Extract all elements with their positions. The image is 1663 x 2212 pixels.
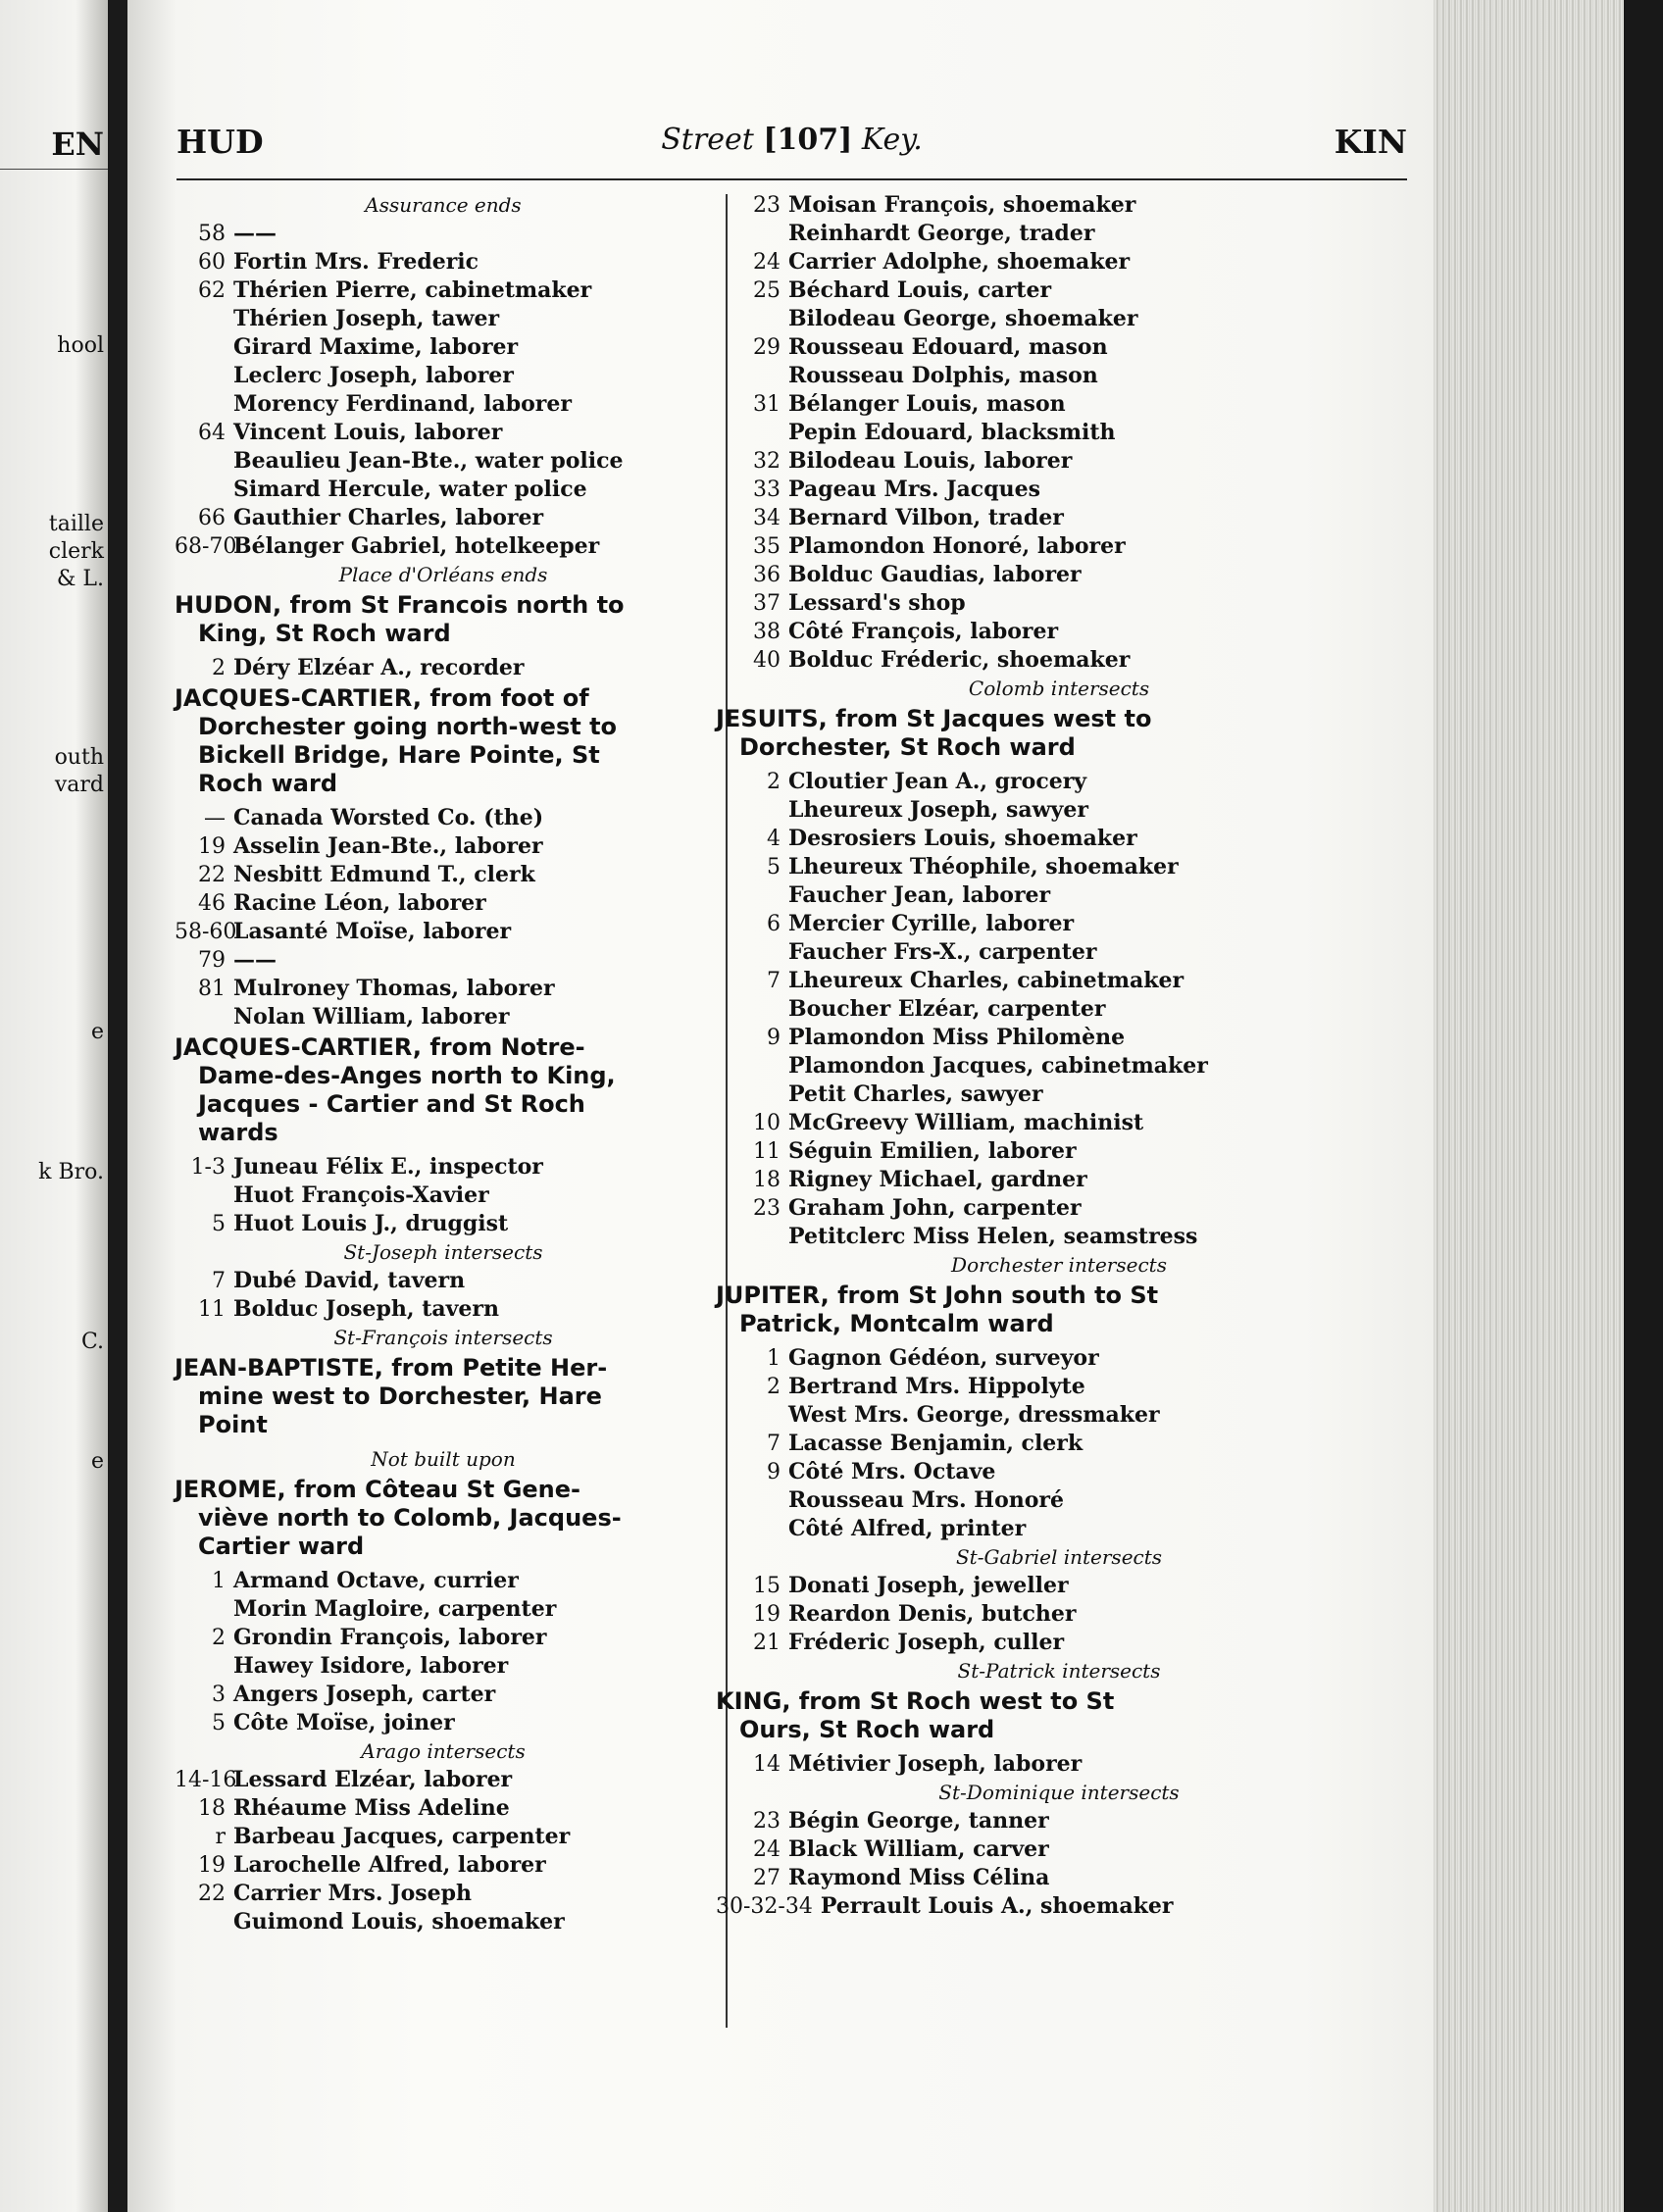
- house-number: 23: [753, 193, 781, 218]
- house-number: 35: [753, 534, 781, 559]
- resident-name: Donati Joseph, jeweller: [788, 1573, 1069, 1598]
- directory-entry-continued: Petit Charles, sawyer: [788, 1081, 1043, 1107]
- house-number: 19: [198, 834, 226, 859]
- directory-entry: [175, 1823, 712, 1851]
- left-column: [175, 191, 712, 1936]
- directory-entry: [716, 1835, 1402, 1864]
- directory-entry: [175, 1794, 712, 1823]
- directory-entry: [716, 1750, 1402, 1779]
- resident-name: Nesbitt Edmund T., clerk: [233, 862, 535, 887]
- resident-name: ——: [233, 221, 277, 246]
- directory-entry: [175, 248, 712, 276]
- resident-name: ——: [233, 947, 277, 973]
- street-heading-line: JEAN-BAPTISTE, from Petite Her-: [175, 1354, 608, 1382]
- directory-entry: [716, 1458, 1402, 1486]
- house-number: 1: [767, 1346, 781, 1371]
- directory-entry: [716, 276, 1402, 305]
- resident-name: Vincent Louis, laborer: [233, 420, 503, 445]
- directory-entry: [175, 975, 712, 1003]
- street-heading: [716, 1282, 1402, 1338]
- resident-name: Angers Joseph, carter: [233, 1682, 496, 1707]
- house-number: 32: [753, 449, 781, 474]
- directory-entry: [175, 1766, 712, 1794]
- resident-name: Barbeau Jacques, carpenter: [233, 1824, 571, 1849]
- house-number: 15: [753, 1574, 781, 1598]
- resident-name: Lessard's shop: [788, 590, 966, 616]
- directory-entry: [716, 1137, 1402, 1166]
- street-heading-line: Dorchester, St Roch ward: [739, 733, 1076, 761]
- resident-name: McGreevy William, machinist: [788, 1110, 1144, 1135]
- resident-name: Pageau Mrs. Jacques: [788, 477, 1040, 502]
- resident-name: Desrosiers Louis, shoemaker: [788, 826, 1137, 851]
- directory-entry: [175, 276, 712, 305]
- directory-entry: [716, 532, 1402, 561]
- directory-entry: [716, 561, 1402, 589]
- page-edges: [1434, 0, 1663, 2212]
- house-number: 5: [212, 1711, 226, 1735]
- street-heading-line: Dorchester going north-west to: [198, 713, 618, 740]
- street-heading: [716, 705, 1402, 762]
- house-number: 2: [767, 770, 781, 794]
- directory-entry-continued: Rousseau Dolphis, mason: [788, 363, 1098, 388]
- resident-name: Bilodeau Louis, laborer: [788, 448, 1073, 474]
- house-number: 23: [753, 1196, 781, 1221]
- resident-name: Lheureux Théophile, shoemaker: [788, 854, 1179, 880]
- previous-page-edge: [0, 0, 108, 2212]
- directory-entry: [716, 589, 1402, 618]
- resident-name: Grondin François, laborer: [233, 1625, 547, 1650]
- intersection-note: St-Patrick intersects: [957, 1659, 1161, 1683]
- directory-entry: [175, 504, 712, 532]
- house-number: 21: [753, 1631, 781, 1655]
- street-heading-line: Patrick, Montcalm ward: [739, 1310, 1054, 1337]
- prev-running-head: EN: [51, 126, 104, 163]
- house-number: 40: [753, 648, 781, 673]
- resident-name: Séguin Emilien, laborer: [788, 1138, 1077, 1164]
- directory-entry: [716, 1194, 1402, 1223]
- prev-fragment: e: [90, 1020, 104, 1044]
- directory-entry: [716, 476, 1402, 504]
- house-number: 14: [753, 1752, 781, 1777]
- directory-entry-continued: Thérien Joseph, tawer: [233, 306, 500, 331]
- directory-entry: [716, 853, 1402, 881]
- house-number: 7: [212, 1269, 226, 1293]
- intersection-note: St-Dominique intersects: [938, 1781, 1180, 1804]
- directory-entry: [175, 419, 712, 447]
- house-number: 68-70: [175, 534, 237, 559]
- resident-name: Bolduc Joseph, tavern: [233, 1296, 500, 1322]
- directory-entry: [716, 447, 1402, 476]
- page-number: [107]: [763, 123, 853, 157]
- directory-entry: [175, 946, 712, 975]
- intersection-note: Colomb intersects: [968, 677, 1150, 700]
- street-heading-line: JACQUES-CARTIER, from Notre-: [175, 1033, 585, 1061]
- intersection-note: Not built upon: [371, 1447, 516, 1471]
- directory-entry: [716, 191, 1402, 220]
- resident-name: Carrier Adolphe, shoemaker: [788, 249, 1131, 275]
- prev-fragment: & L.: [56, 567, 104, 591]
- resident-name: Reardon Denis, butcher: [788, 1601, 1077, 1627]
- house-number: 30-32-34: [716, 1894, 813, 1919]
- street-heading-line: Point: [198, 1411, 268, 1438]
- directory-entry-continued: Reinhardt George, trader: [788, 221, 1095, 246]
- house-number: 2: [212, 1626, 226, 1650]
- street-heading-line: JUPITER, from St John south to St: [716, 1282, 1159, 1309]
- street-heading: [175, 1033, 712, 1147]
- street-heading: [175, 591, 712, 648]
- resident-name: Bolduc Fréderic, shoemaker: [788, 647, 1131, 673]
- house-number: 81: [198, 977, 226, 1001]
- intersection-note: St-Joseph intersects: [343, 1240, 543, 1264]
- resident-name: Mulroney Thomas, laborer: [233, 976, 555, 1001]
- house-number: 29: [753, 335, 781, 360]
- resident-name: Gagnon Gédéon, surveyor: [788, 1345, 1099, 1371]
- directory-entry: [716, 1572, 1402, 1600]
- street-heading: [716, 1687, 1402, 1744]
- house-number: 5: [212, 1212, 226, 1236]
- house-number: 58-60: [175, 920, 237, 944]
- directory-entry: [716, 1166, 1402, 1194]
- resident-name: Plamondon Honoré, laborer: [788, 533, 1126, 559]
- page-header: [176, 123, 1407, 181]
- resident-name: Thérien Pierre, cabinetmaker: [233, 277, 592, 303]
- resident-name: Lheureux Charles, cabinetmaker: [788, 968, 1184, 993]
- header-key-word: Key.: [852, 123, 923, 157]
- house-number: 7: [767, 1432, 781, 1456]
- directory-entry: [175, 1681, 712, 1709]
- house-number: 10: [753, 1111, 781, 1135]
- house-number: 66: [198, 506, 226, 530]
- resident-name: Rigney Michael, gardner: [788, 1167, 1087, 1192]
- directory-entry-continued: Morin Magloire, carpenter: [233, 1596, 557, 1622]
- resident-name: Moisan François, shoemaker: [788, 192, 1136, 218]
- house-number: 23: [753, 1809, 781, 1834]
- resident-name: Dubé David, tavern: [233, 1268, 466, 1293]
- directory-entry-continued: Bilodeau George, shoemaker: [788, 306, 1138, 331]
- prev-fragment: C.: [80, 1330, 104, 1354]
- directory-entry: [175, 1567, 712, 1595]
- resident-name: Bernard Vilbon, trader: [788, 505, 1064, 530]
- directory-entry: [716, 910, 1402, 938]
- directory-entry: [716, 1600, 1402, 1629]
- house-number: 31: [753, 392, 781, 417]
- resident-name: Juneau Félix E., inspector: [233, 1154, 543, 1180]
- header-street-word: Street: [661, 123, 764, 157]
- resident-name: Fortin Mrs. Frederic: [233, 249, 479, 275]
- intersection-note: Arago intersects: [361, 1739, 526, 1763]
- directory-entry: [175, 220, 712, 248]
- house-number: 4: [767, 827, 781, 851]
- house-number: 1: [212, 1569, 226, 1593]
- directory-entry: [716, 967, 1402, 995]
- resident-name: Rousseau Edouard, mason: [788, 334, 1108, 360]
- directory-entry: [716, 1629, 1402, 1657]
- resident-name: Raymond Miss Célina: [788, 1865, 1050, 1890]
- directory-entry: [716, 825, 1402, 853]
- directory-entry-continued: Simard Hercule, water police: [233, 477, 587, 502]
- resident-name: Plamondon Miss Philomène: [788, 1025, 1126, 1050]
- house-number: 1-3: [190, 1155, 226, 1180]
- street-heading-line: HUDON, from St Francois north to: [175, 591, 625, 619]
- directory-entry-continued: Lheureux Joseph, sawyer: [788, 797, 1088, 823]
- directory-entry: [716, 1807, 1402, 1835]
- house-number: 60: [198, 250, 226, 275]
- directory-entry: [175, 1267, 712, 1295]
- directory-entry: [716, 504, 1402, 532]
- house-number: 27: [753, 1866, 781, 1890]
- directory-entry: [175, 832, 712, 861]
- directory-entry-continued: Beaulieu Jean-Bte., water police: [233, 448, 624, 474]
- resident-name: Métivier Joseph, laborer: [788, 1751, 1083, 1777]
- prev-header-rule: [0, 169, 108, 170]
- resident-name: Gauthier Charles, laborer: [233, 505, 544, 530]
- resident-name: Canada Worsted Co. (the): [233, 805, 544, 830]
- directory-entry: [175, 1210, 712, 1238]
- street-heading-line: Bickell Bridge, Hare Pointe, St: [198, 741, 600, 769]
- house-number: 6: [767, 912, 781, 936]
- prev-fragment: k Bro.: [38, 1160, 104, 1184]
- house-number: 79: [198, 948, 226, 973]
- directory-entry: [175, 804, 712, 832]
- intersection-note: St-François intersects: [333, 1326, 553, 1349]
- prev-fragment: taille: [48, 512, 104, 536]
- directory-entry: [175, 861, 712, 889]
- directory-entry: [175, 1295, 712, 1324]
- directory-entry-continued: Petitclerc Miss Helen, seamstress: [788, 1224, 1198, 1249]
- house-number: 18: [753, 1168, 781, 1192]
- directory-entry: [175, 1153, 712, 1181]
- directory-page: [127, 0, 1446, 2212]
- resident-name: Bertrand Mrs. Hippolyte: [788, 1374, 1085, 1399]
- street-heading: [175, 1354, 712, 1439]
- house-number: 62: [198, 278, 226, 303]
- house-number: 36: [753, 563, 781, 587]
- resident-name: Bélanger Louis, mason: [788, 391, 1066, 417]
- house-number: 5: [767, 855, 781, 880]
- house-number: 2: [212, 656, 226, 680]
- directory-entry: [175, 1709, 712, 1737]
- street-heading-line: viève north to Colomb, Jacques-: [198, 1504, 622, 1532]
- header-rule: [176, 178, 1407, 180]
- house-number: 11: [198, 1297, 226, 1322]
- prev-fragment: vard: [54, 773, 104, 797]
- directory-entry: [716, 618, 1402, 646]
- house-number: 22: [198, 1882, 226, 1906]
- street-heading-line: JESUITS, from St Jacques west to: [716, 705, 1152, 732]
- house-number: 25: [753, 278, 781, 303]
- directory-entry: [716, 1109, 1402, 1137]
- street-heading: [175, 1476, 712, 1561]
- house-number: —: [204, 806, 226, 830]
- directory-entry-continued: Girard Maxime, laborer: [233, 334, 519, 360]
- resident-name: Black William, carver: [788, 1836, 1049, 1862]
- resident-name: Bélanger Gabriel, hotelkeeper: [233, 533, 600, 559]
- resident-name: Larochelle Alfred, laborer: [233, 1852, 546, 1878]
- directory-entry-continued: Leclerc Joseph, laborer: [233, 363, 514, 388]
- running-head-right: KIN: [1334, 123, 1407, 161]
- directory-entry-continued: Plamondon Jacques, cabinetmaker: [788, 1053, 1208, 1079]
- street-heading-line: wards: [198, 1119, 278, 1146]
- intersection-note: Assurance ends: [365, 193, 522, 217]
- directory-entry: [175, 654, 712, 682]
- directory-entry: [716, 646, 1402, 675]
- directory-entry: [716, 1373, 1402, 1401]
- directory-entry-continued: Rousseau Mrs. Honoré: [788, 1487, 1064, 1513]
- house-number: 11: [753, 1139, 781, 1164]
- directory-entry: [175, 918, 712, 946]
- street-heading-line: King, St Roch ward: [198, 620, 451, 647]
- directory-entry: [175, 1851, 712, 1880]
- resident-name: Déry Elzéar A., recorder: [233, 655, 525, 680]
- directory-entry: [716, 1430, 1402, 1458]
- directory-entry-continued: Nolan William, laborer: [233, 1004, 510, 1030]
- directory-entry: [716, 390, 1402, 419]
- house-number: 58: [198, 222, 226, 246]
- resident-name: Carrier Mrs. Joseph: [233, 1881, 473, 1906]
- resident-name: Côté Mrs. Octave: [788, 1459, 996, 1484]
- resident-name: Lacasse Benjamin, clerk: [788, 1431, 1083, 1456]
- house-number: 33: [753, 478, 781, 502]
- house-number: 19: [753, 1602, 781, 1627]
- house-number: 37: [753, 591, 781, 616]
- street-heading-line: Jacques - Cartier and St Roch: [198, 1090, 585, 1118]
- directory-entry: [716, 248, 1402, 276]
- resident-name: Racine Léon, laborer: [233, 890, 486, 916]
- house-number: 19: [198, 1853, 226, 1878]
- street-heading-line: KING, from St Roch west to St: [716, 1687, 1115, 1715]
- resident-name: Fréderic Joseph, culler: [788, 1630, 1065, 1655]
- directory-entry: [716, 1892, 1402, 1921]
- house-number: 7: [767, 969, 781, 993]
- resident-name: Perrault Louis A., shoemaker: [820, 1893, 1174, 1919]
- house-number: 9: [767, 1026, 781, 1050]
- street-heading-line: JEROME, from Côteau St Gene-: [175, 1476, 580, 1503]
- directory-entry: [716, 1864, 1402, 1892]
- running-head-center: [176, 123, 1407, 157]
- resident-name: Lessard Elzéar, laborer: [233, 1767, 513, 1792]
- resident-name: Côté François, laborer: [788, 619, 1059, 644]
- street-heading-line: JACQUES-CARTIER, from foot of: [175, 684, 589, 712]
- directory-entry-continued: Guimond Louis, shoemaker: [233, 1909, 565, 1935]
- house-number: 18: [198, 1796, 226, 1821]
- resident-name: Asselin Jean-Bte., laborer: [233, 833, 543, 859]
- house-number: 46: [198, 891, 226, 916]
- house-number: 24: [753, 1837, 781, 1862]
- house-number: 34: [753, 506, 781, 530]
- house-number: r: [215, 1825, 226, 1849]
- house-number: 2: [767, 1375, 781, 1399]
- intersection-note: St-Gabriel intersects: [955, 1545, 1163, 1569]
- directory-entry-continued: Hawey Isidore, laborer: [233, 1653, 509, 1679]
- house-number: 3: [212, 1683, 226, 1707]
- resident-name: Armand Octave, currier: [233, 1568, 519, 1593]
- directory-entry-continued: Huot François-Xavier: [233, 1182, 489, 1208]
- directory-entry-continued: Morency Ferdinand, laborer: [233, 391, 572, 417]
- directory-entry-continued: Faucher Frs-X., carpenter: [788, 939, 1097, 965]
- house-number: 64: [198, 421, 226, 445]
- street-heading-line: Dame-des-Anges north to King,: [198, 1062, 616, 1089]
- resident-name: Huot Louis J., druggist: [233, 1211, 509, 1236]
- prev-fragment: e: [90, 1449, 104, 1474]
- directory-entry-continued: Boucher Elzéar, carpenter: [788, 996, 1106, 1022]
- running-head-left: HUD: [176, 123, 264, 161]
- directory-entry: [175, 1880, 712, 1908]
- prev-fragment: outh: [54, 745, 104, 770]
- resident-name: Cloutier Jean A., grocery: [788, 769, 1087, 794]
- house-number: 9: [767, 1460, 781, 1484]
- street-heading-line: Cartier ward: [198, 1533, 365, 1560]
- street-heading: [175, 684, 712, 798]
- resident-name: Béchard Louis, carter: [788, 277, 1052, 303]
- directory-entry-continued: West Mrs. George, dressmaker: [788, 1402, 1160, 1428]
- resident-name: Bégin George, tanner: [788, 1808, 1049, 1834]
- directory-entry: [716, 1024, 1402, 1052]
- street-heading-line: Roch ward: [198, 770, 338, 797]
- street-heading-line: mine west to Dorchester, Hare: [198, 1382, 602, 1410]
- directory-entry-continued: Faucher Jean, laborer: [788, 882, 1051, 908]
- house-number: 38: [753, 620, 781, 644]
- right-column: [716, 191, 1402, 1921]
- intersection-note: Dorchester intersects: [951, 1253, 1167, 1277]
- street-heading-line: Ours, St Roch ward: [739, 1716, 995, 1743]
- resident-name: Lasanté Moïse, laborer: [233, 919, 512, 944]
- directory-entry: [716, 1344, 1402, 1373]
- directory-entry: [175, 532, 712, 561]
- resident-name: Graham John, carpenter: [788, 1195, 1082, 1221]
- directory-entry-continued: Côté Alfred, printer: [788, 1516, 1027, 1541]
- house-number: 24: [753, 250, 781, 275]
- prev-fragment: hool: [57, 333, 104, 358]
- resident-name: Rhéaume Miss Adeline: [233, 1795, 510, 1821]
- directory-entry: [175, 1624, 712, 1652]
- directory-entry: [716, 768, 1402, 796]
- house-number: 14-16: [175, 1768, 237, 1792]
- directory-entry: [175, 889, 712, 918]
- intersection-note: Place d'Orléans ends: [338, 563, 548, 586]
- resident-name: Côte Moïse, joiner: [233, 1710, 455, 1735]
- prev-fragment: clerk: [48, 539, 104, 564]
- resident-name: Mercier Cyrille, laborer: [788, 911, 1075, 936]
- directory-entry-continued: Pepin Edouard, blacksmith: [788, 420, 1116, 445]
- directory-entry: [716, 333, 1402, 362]
- house-number: 22: [198, 863, 226, 887]
- resident-name: Bolduc Gaudias, laborer: [788, 562, 1082, 587]
